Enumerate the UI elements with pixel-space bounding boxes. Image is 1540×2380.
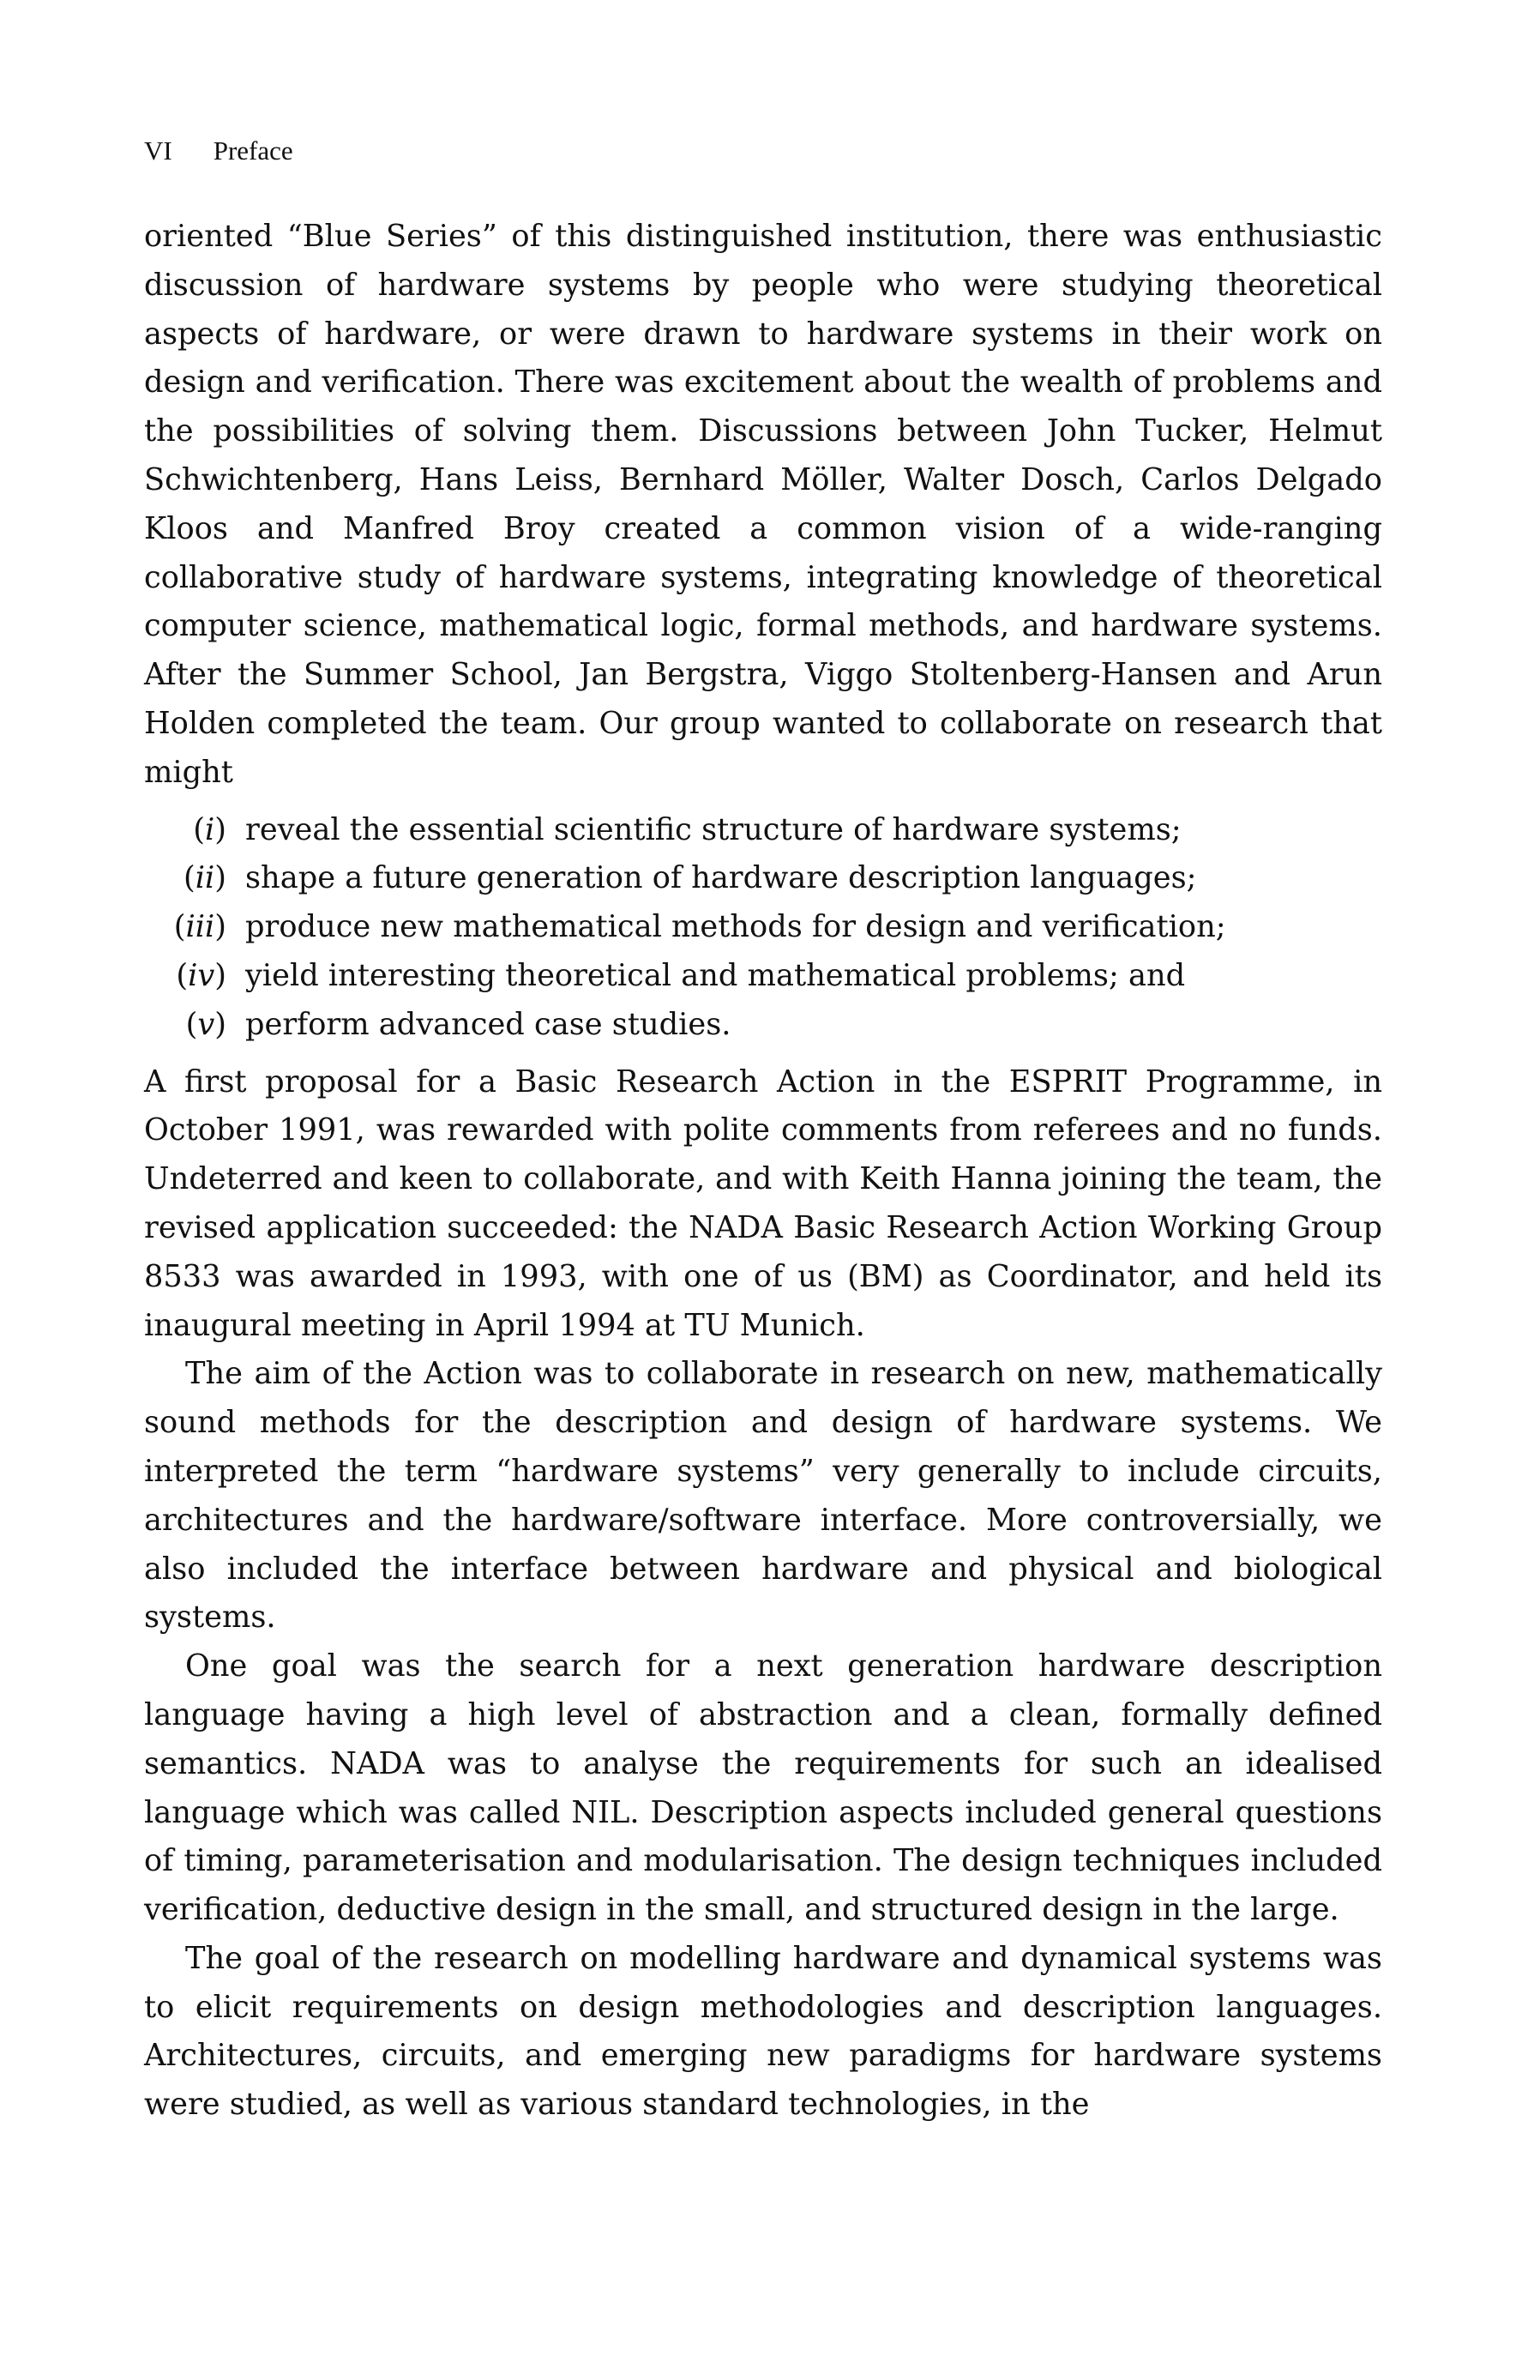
list-text: perform advanced case studies. [245, 1006, 731, 1042]
list-text: produce new mathematical methods for design and verification; [245, 909, 1226, 945]
list-text: shape a future generation of hardware description languages; [245, 860, 1197, 896]
body-text [144, 213, 1382, 2130]
list-number: (iv) [176, 957, 226, 993]
list-text: reveal the essential scientific structure of hardware systems; [245, 811, 1182, 847]
enumerated-list [144, 806, 1382, 1050]
paragraph: oriented “Blue Series” of this distinguished institution, there was enthusiastic discussion of hardware systems by people who were studying theoretical aspects of hardware, or were drawn to hardware systems in their work on design and verification. There was excitement about the wealth of problems and the possibilities of solving them. Discussions between John Tucker, Helmut Schwichtenberg, Hans Leiss, Bernhard Möller, Walter Dosch, Carlos Delgado Kloos and Manfred Broy created a common vision of a wide-ranging collaborative study of hardware systems, integrating knowledge of theoretical computer science, mathematical logic, formal methods, and hardware systems. After the Summer School, Jan Bergstra, Viggo Stoltenberg-Hansen and Arun Holden completed the team. Our group wanted to collaborate on research that might [144, 219, 1382, 790]
list-item [144, 952, 1382, 1001]
list-number: (ii) [183, 860, 226, 896]
paragraph: The aim of the Action was to collaborate in research on new, mathematically sound methods for the description and design of hardware systems. We interpreted the term “hardware systems” very generally to include circuits, architectures and the hardware/software interface. More controversially, we also included the interface between hardware and physical and biological systems. [144, 1356, 1382, 1636]
list-text: yield interesting theoretical and mathematical problems; and [245, 957, 1186, 993]
list-item [144, 1001, 1382, 1050]
list-number: (iii) [173, 909, 226, 945]
list-number: (i) [193, 811, 226, 847]
running-header [144, 136, 293, 166]
paragraph: A first proposal for a Basic Research Action in the ESPRIT Programme, in October 1991, was rewarded with polite comments from referees and no funds. Undeterred and keen to collaborate, and with Keith Hanna joining the team, the revised application succeeded: the NADA Basic Research Action Working Group 8533 was awarded in 1993, with one of us (BM) as Coordinator, and held its inaugural meeting in April 1994 at TU Munich. [144, 1063, 1382, 1343]
running-title: Preface [213, 136, 293, 166]
list-item [144, 854, 1382, 903]
list-item [144, 806, 1382, 855]
list-number: (v) [185, 1006, 226, 1042]
page-number: VI [144, 136, 172, 166]
paragraph: One goal was the search for a next generation hardware description language having a high level of abstraction and a clean, formally defined semantics. NADA was to analyse the requirements for such an idealised language which was called NIL. Description aspects included general questions of timing, parameterisation and modularisation. The design techniques included verification, deductive design in the small, and structured design in the large. [144, 1648, 1382, 1928]
list-item [144, 903, 1382, 952]
paragraph: The goal of the research on modelling hardware and dynamical systems was to elicit requirements on design methodologies and description languages. Architectures, circuits, and emerging new paradigms for hardware systems were studied, as well as various standard technologies, in the [144, 1940, 1382, 2123]
